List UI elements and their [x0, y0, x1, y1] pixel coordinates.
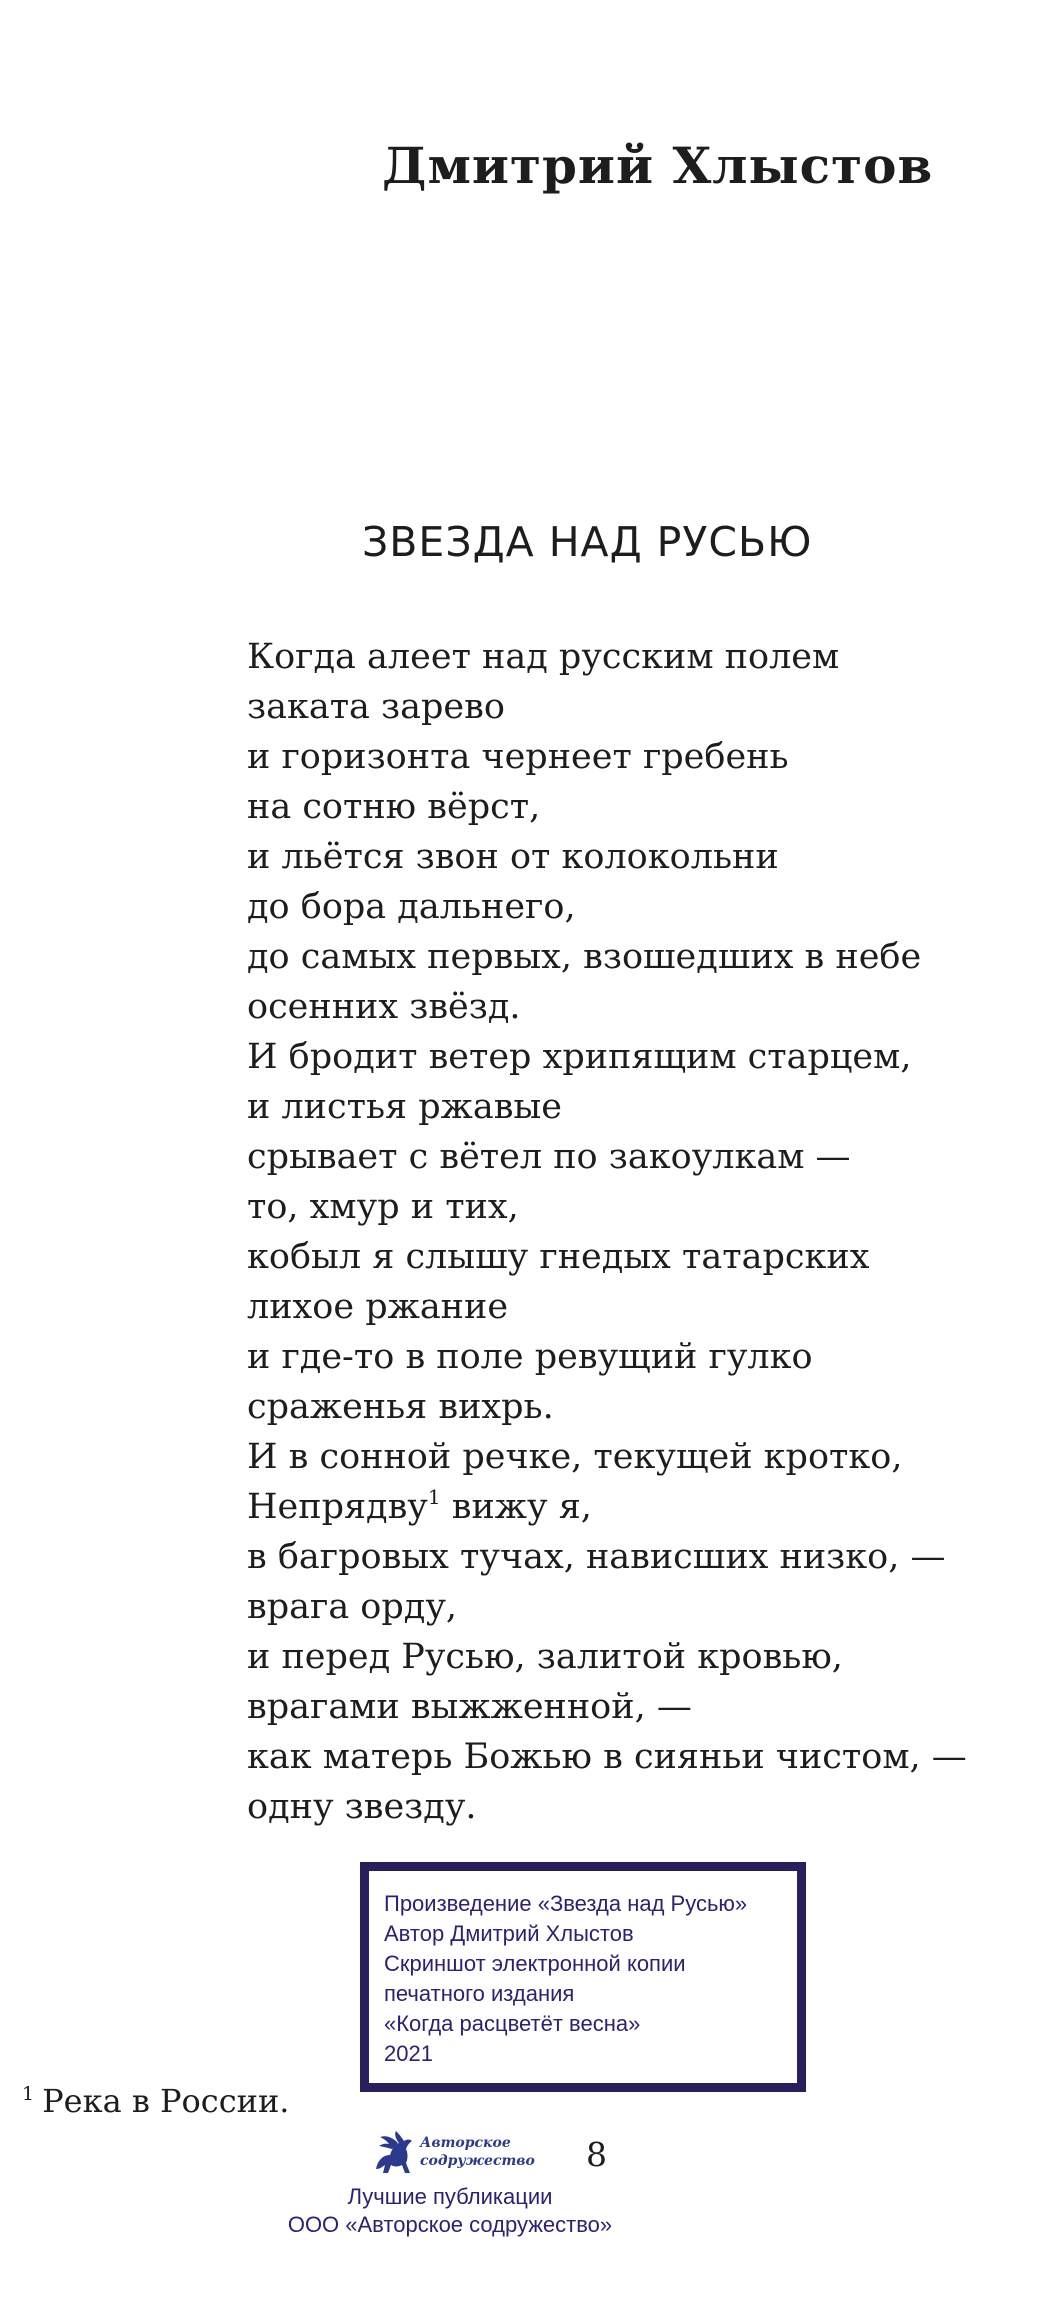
poem-line-with-footnote	[247, 1482, 1037, 1532]
info-line: Произведение «Звезда над Русью»	[384, 1891, 748, 1916]
poem-line: И в сонной речке, текущей кротко,	[247, 1437, 903, 1477]
poem-line: Когда алеет над русским полем	[247, 637, 840, 677]
poem-line: и перед Русью, залитой кровью,	[247, 1637, 843, 1677]
footnote-text: Река в России.	[42, 2082, 290, 2120]
poem-line: осенних звёзд.	[247, 987, 521, 1027]
poem-line-text: вижу я,	[440, 1487, 592, 1527]
publisher-line: Лучшие публикации	[347, 2184, 553, 2209]
poem-line: и листья ржавые	[247, 1087, 562, 1127]
poem-line: то, хмур и тих,	[247, 1187, 519, 1227]
footnote	[22, 2082, 289, 2120]
poem-body	[247, 632, 1037, 1832]
info-line: Автор Дмитрий Хлыстов	[384, 1921, 634, 1946]
logo-text: содружество	[420, 2153, 535, 2169]
footnote-reference[interactable]: 1	[427, 1485, 441, 1509]
poem-line: кобыл я слышу гнедых татарских	[247, 1237, 870, 1277]
poem-line: врагами выжженной, —	[247, 1687, 692, 1727]
info-line: Скриншот электронной копии	[384, 1951, 686, 1976]
info-line: «Когда расцветёт весна»	[384, 2011, 641, 2036]
poem-line-text: Непрядву	[247, 1487, 428, 1527]
poem-line: И бродит ветер хрипящим старцем,	[247, 1037, 912, 1077]
poem-line: в багровых тучах, нависших низко, —	[247, 1537, 946, 1577]
poem-line: на сотню вёрст,	[247, 787, 541, 827]
poem-line: сраженья вихрь.	[247, 1387, 554, 1427]
poem-line: и горизонта чернеет гребень	[247, 737, 789, 777]
poem-line: и где-то в поле ревущий гулко	[247, 1337, 813, 1377]
poem-line: одну звезду.	[247, 1787, 477, 1827]
info-line: печатного издания	[384, 1981, 575, 2006]
author-name: Дмитрий Хлыстов	[382, 136, 934, 195]
poem-line: срывает с вётел по закоулкам —	[247, 1137, 851, 1177]
footnote-marker: 1	[22, 2083, 35, 2105]
winged-horse-icon	[376, 2131, 412, 2173]
poem-line: врага орду,	[247, 1587, 458, 1627]
poem-line: как матерь Божью в сияньи чистом, —	[247, 1737, 967, 1777]
poem-line: лихое ржание	[247, 1287, 509, 1327]
poem-line: до самых первых, взошедших в небе	[247, 937, 922, 977]
page-number: 8	[586, 2135, 607, 2174]
publication-info-box	[360, 1862, 806, 2092]
logo-text: Авторское	[420, 2135, 511, 2151]
publisher-credit	[250, 2183, 650, 2239]
info-line: 2021	[384, 2041, 433, 2066]
poem-line: и льётся звон от колокольни	[247, 837, 779, 877]
poem-line: до бора дальнего,	[247, 887, 576, 927]
poem-line: заката зарево	[247, 687, 505, 727]
publisher-logo	[372, 2125, 535, 2180]
publisher-line: ООО «Авторское содружество»	[287, 2212, 613, 2237]
poem-title: ЗВЕЗДА НАД РУСЬЮ	[362, 518, 813, 566]
